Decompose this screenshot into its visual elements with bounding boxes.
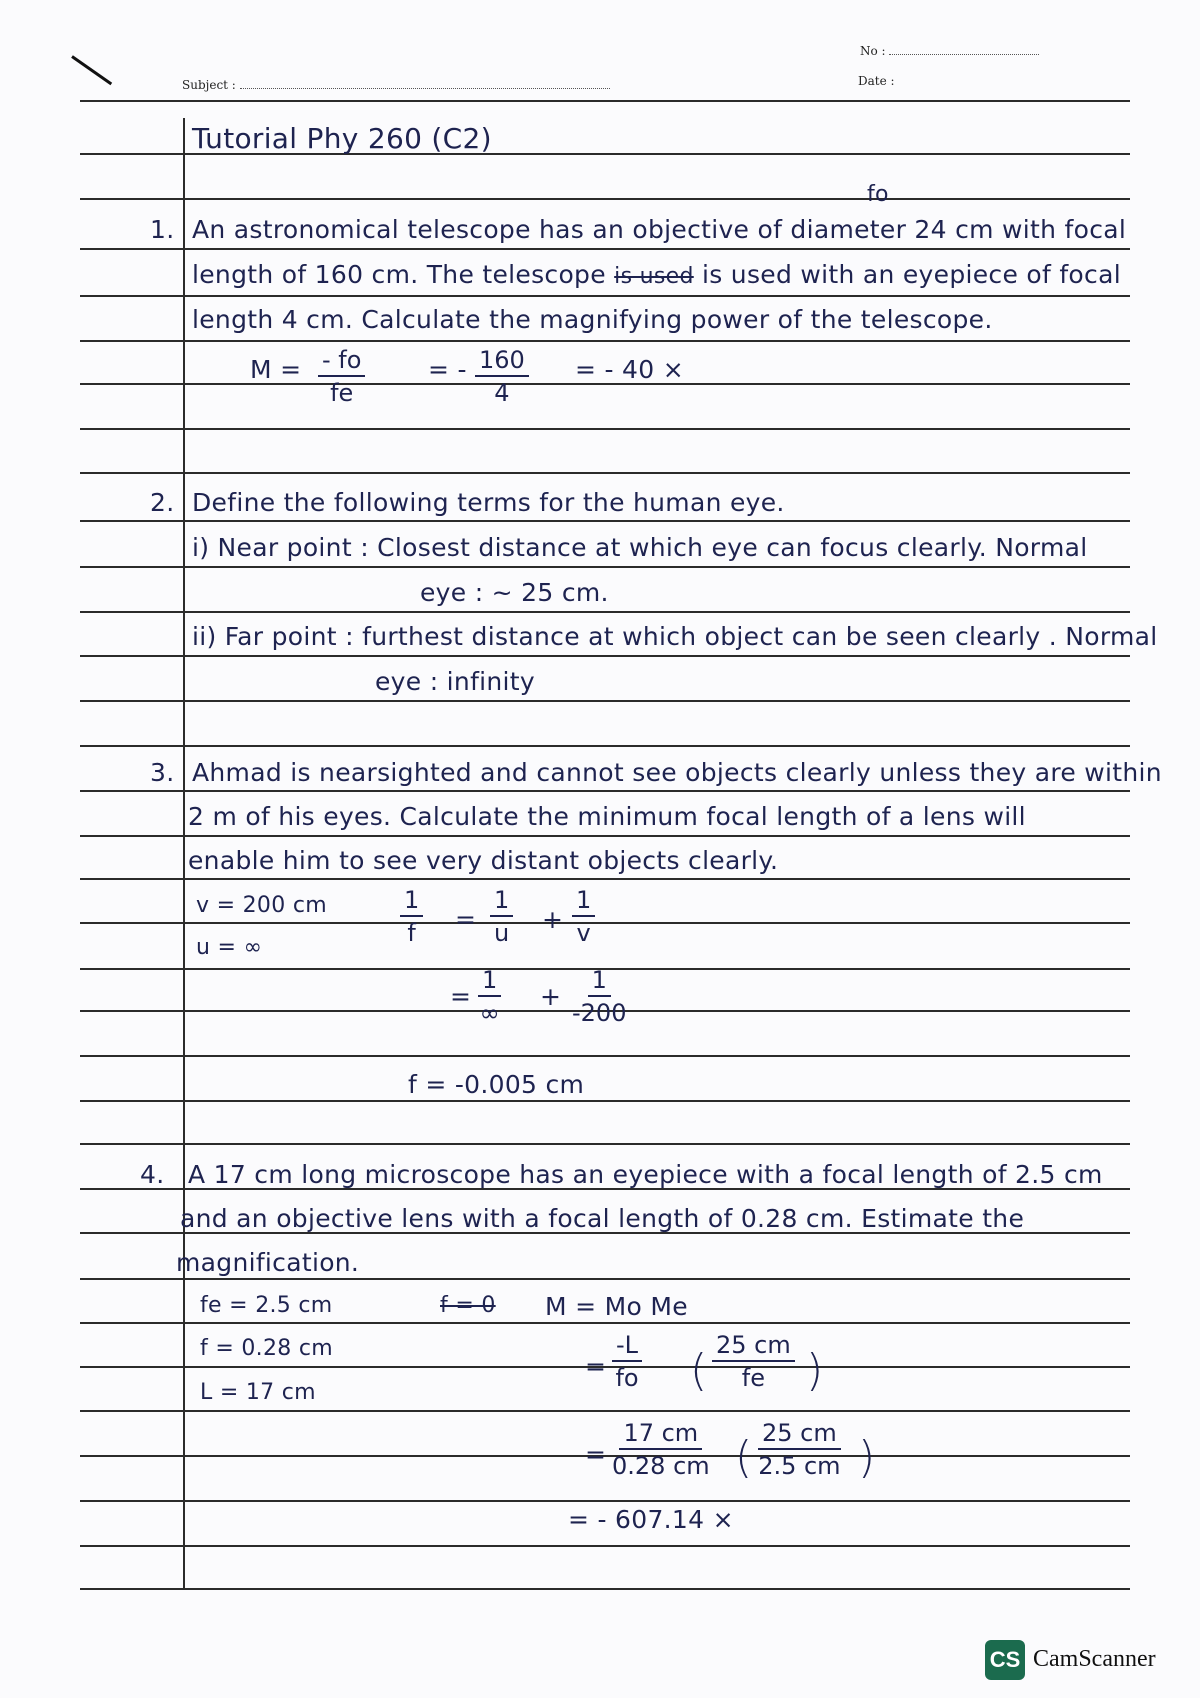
q3-frac4-num: 1 [478, 965, 501, 997]
q4-paren-open-2: ( [735, 1432, 753, 1483]
no-field [860, 44, 1039, 58]
q4-fracd-num: 25 cm [758, 1418, 841, 1450]
q3-frac-1-f [400, 885, 423, 949]
q1-line3: length 4 cm. Calculate the magnifying power of the telescope. [192, 305, 993, 334]
subject-dots [240, 88, 610, 89]
q4-fracd-den: 2.5 cm [758, 1452, 841, 1480]
q1-fraction-fo-fe [318, 345, 365, 409]
q4-fraca-num: -L [612, 1330, 642, 1362]
ruled-line [80, 655, 1130, 657]
subject-field [182, 78, 610, 92]
camscanner-text: CamScanner [1033, 1646, 1156, 1672]
ruled-line [80, 295, 1130, 297]
q4-paren-close-2: ) [858, 1432, 876, 1483]
q3-number: 3. [150, 758, 175, 787]
q4-equals-2: = [585, 1440, 607, 1469]
ruled-line [80, 428, 1130, 430]
q4-equals-1: = [585, 1352, 607, 1381]
q4-m-equation: M = Mo Me [545, 1292, 688, 1321]
subject-label: Subject : [182, 78, 236, 92]
q2-near-point-text: : Closest distance at which eye can focus clearly. Normal [360, 533, 1088, 562]
q3-frac3-den: v [576, 919, 591, 947]
q1-line2-end: is used with an eyepiece of focal [701, 260, 1121, 289]
q4-frac-L-fo [612, 1330, 642, 1394]
q2-far-point-label: ii) Far point [192, 622, 337, 651]
q3-frac1-num: 1 [400, 885, 423, 917]
q4-line2: and an objective lens with a focal length of 0.28 cm. Estimate the [180, 1204, 1025, 1233]
q2-line1: Define the following terms for the human eye. [192, 488, 785, 517]
q3-u-given: u = ∞ [196, 935, 263, 960]
ruled-line [80, 1055, 1130, 1057]
ruled-line [80, 1143, 1130, 1145]
q1-number: 1. [150, 215, 175, 244]
date-field [858, 74, 895, 88]
ruled-line [80, 340, 1130, 342]
q2-near-point-normal: eye : ~ 25 cm. [420, 578, 609, 607]
q4-fracc-den: 0.28 cm [612, 1452, 710, 1480]
q3-frac5-den: -200 [572, 999, 627, 1027]
q1-eq2: = - [428, 355, 467, 384]
q1-frac1-num: - fo [318, 345, 365, 377]
q3-frac2-num: 1 [490, 885, 513, 917]
q4-f-given: f = 0.28 cm [200, 1336, 333, 1361]
q1-m-label: M = [250, 355, 302, 384]
q3-line3: enable him to see very distant objects clearly. [188, 846, 779, 875]
q3-frac4-den: ∞ [479, 999, 500, 1027]
q3-equals-2: = [450, 982, 472, 1011]
q4-fracc-num: 17 cm [619, 1418, 702, 1450]
q1-line2 [192, 260, 1121, 289]
q1-frac2-den: 4 [494, 379, 510, 407]
pen-stroke [71, 55, 112, 85]
q2-far-point-normal: eye : infinity [375, 667, 535, 696]
page-title: Tutorial Phy 260 (C2) [192, 122, 492, 155]
date-label: Date : [858, 74, 895, 88]
q3-v-given: v = 200 cm [196, 893, 327, 918]
q4-fracb-den: fe [741, 1364, 765, 1392]
q3-plus-1: + [542, 905, 564, 934]
ruled-line [80, 248, 1130, 250]
ruled-line [80, 1588, 1130, 1590]
q3-line1: Ahmad is nearsighted and cannot see objects clearly unless they are within [192, 758, 1162, 787]
margin-line [183, 118, 185, 1588]
ruled-line [80, 745, 1130, 747]
q3-line2: 2 m of his eyes. Calculate the minimum focal length of a lens will [188, 802, 1026, 831]
ruled-line [80, 1322, 1130, 1324]
ruled-line [80, 472, 1130, 474]
q3-frac-1-u [490, 885, 513, 949]
q3-frac-1-v [572, 885, 595, 949]
ruled-line [80, 611, 1130, 613]
q1-fraction-160-4 [475, 345, 529, 409]
q4-frac-17-028 [612, 1418, 710, 1482]
ruled-line [80, 1545, 1130, 1547]
q1-result: = - 40 × [575, 355, 684, 384]
q4-line3: magnification. [176, 1248, 360, 1277]
q4-frac-25-fe [712, 1330, 795, 1394]
q2-number: 2. [150, 488, 175, 517]
q1-line1: An astronomical telescope has an objective of diameter 24 cm with focal [192, 215, 1127, 244]
ruled-line [80, 520, 1130, 522]
q2-far-point-text: : furthest distance at which object can be seen clearly . Normal [345, 622, 1158, 651]
q2-near-point-label: i) Near point [192, 533, 352, 562]
q3-equals-1: = [455, 905, 477, 934]
q3-plus-2: + [540, 982, 562, 1011]
q3-frac2-den: u [494, 919, 510, 947]
q1-struck-text: is used [614, 264, 694, 289]
q4-paren-open-1: ( [690, 1345, 708, 1396]
ruled-line [80, 878, 1130, 880]
ruled-line [80, 1278, 1130, 1280]
camscanner-logo: CS [985, 1640, 1025, 1680]
q4-l-given: L = 17 cm [200, 1380, 316, 1405]
ruled-line [80, 700, 1130, 702]
ruled-line [80, 1100, 1130, 1102]
q2-far-point [192, 622, 1157, 651]
q4-result: = - 607.14 × [568, 1505, 734, 1534]
ruled-line [80, 922, 1130, 924]
ruled-line [80, 100, 1130, 102]
no-label: No : [860, 44, 886, 58]
q1-fo-annotation: fo [867, 182, 889, 207]
q3-frac5-num: 1 [588, 965, 611, 997]
q3-frac3-num: 1 [572, 885, 595, 917]
q4-frac-25-25 [758, 1418, 841, 1482]
q4-struck-text: f = 0 [440, 1293, 496, 1318]
q4-fraca-den: fo [615, 1364, 639, 1392]
q3-frac-1-inf [478, 965, 501, 1029]
q1-line2-start: length of 160 cm. The telescope [192, 260, 606, 289]
ruled-line [80, 1500, 1130, 1502]
q4-line1: A 17 cm long microscope has an eyepiece with a focal length of 2.5 cm [188, 1160, 1103, 1189]
q4-fe-given: fe = 2.5 cm [200, 1293, 333, 1318]
ruled-line [80, 790, 1130, 792]
q4-paren-close-1: ) [806, 1345, 824, 1396]
q4-number: 4. [140, 1160, 165, 1189]
no-dots [889, 54, 1039, 55]
q2-near-point [192, 533, 1087, 562]
q1-frac1-den: fe [330, 379, 354, 407]
ruled-line [80, 835, 1130, 837]
q3-result: f = -0.005 cm [408, 1070, 585, 1099]
q3-frac1-den: f [407, 919, 416, 947]
q1-frac2-num: 160 [475, 345, 529, 377]
ruled-line [80, 1410, 1130, 1412]
q3-frac-1-neg200 [572, 965, 626, 1029]
ruled-line [80, 566, 1130, 568]
ruled-line [80, 198, 1130, 200]
q4-fracb-num: 25 cm [712, 1330, 795, 1362]
